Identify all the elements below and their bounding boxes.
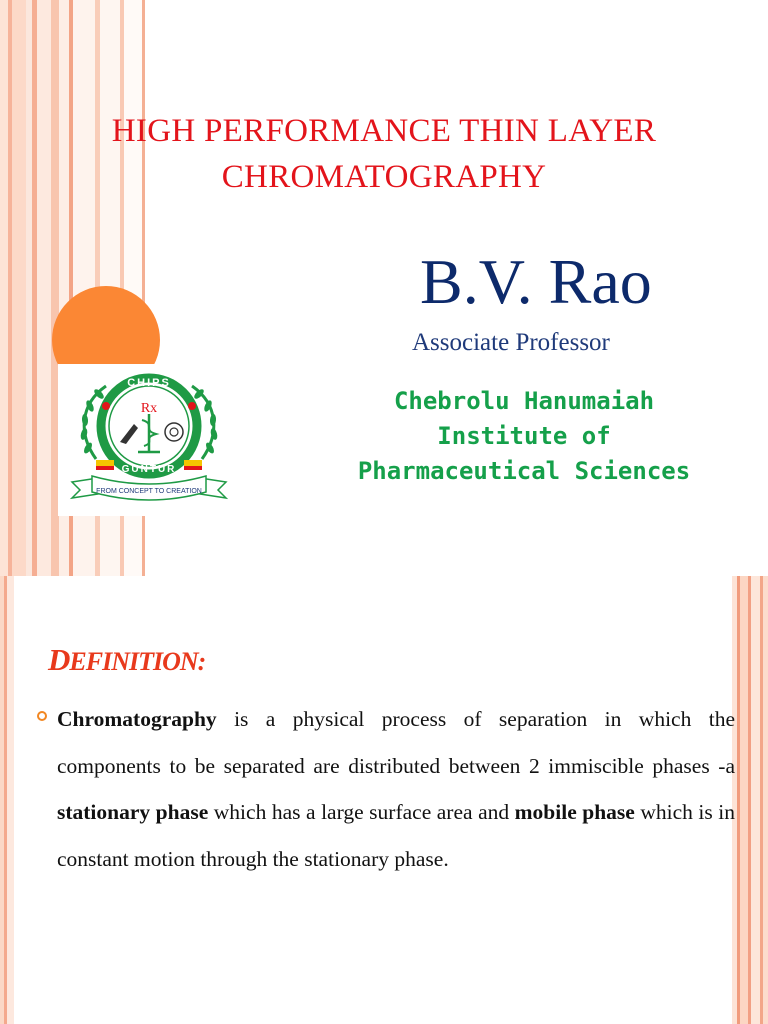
institution-line1: Chebrolu Hanumaiah — [393, 387, 655, 415]
logo-emblem-icon — [58, 364, 240, 516]
definition-paragraph — [57, 696, 735, 882]
svg-text:CHIPS: CHIPS — [127, 377, 171, 389]
definition-slide — [0, 576, 768, 1024]
term-stationary-phase: stationary phase — [57, 800, 209, 824]
term-chromatography: Chromatography — [57, 707, 217, 731]
slide-title-line1: HIGH PERFORMANCE THIN LAYER — [111, 113, 657, 149]
institution-name — [300, 384, 748, 489]
svg-text:FROM CONCEPT TO CREATION: FROM CONCEPT TO CREATION — [96, 488, 202, 495]
slide-title-line2: CHROMATOGRAPHY — [221, 159, 547, 195]
slide-title — [0, 108, 768, 200]
institution-line2: Institute of — [437, 422, 611, 450]
paragraph-text-1: is a physical process of separation in which the components to be separated are distributed between 2 immiscible phases -a — [57, 707, 735, 778]
author-name: B.V. Rao — [420, 246, 652, 317]
right-stripes — [732, 576, 768, 1024]
author-role: Associate Professor — [412, 329, 610, 356]
svg-text:GUNTUR: GUNTUR — [121, 464, 177, 475]
term-mobile-phase: mobile phase — [514, 800, 635, 824]
bullet-icon — [37, 711, 47, 721]
heading-rest: EFINITION: — [69, 647, 206, 676]
paragraph-text-3: which is in constant motion through the stationary phase. — [57, 800, 736, 871]
institution-logo — [58, 364, 240, 516]
paragraph-text-2: which has a large surface area and — [208, 800, 515, 824]
section-heading — [48, 644, 205, 678]
institution-line3: Pharmaceutical Sciences — [357, 457, 691, 485]
heading-initial: D — [48, 642, 70, 677]
left-stripes — [0, 576, 14, 1024]
svg-text:Rx: Rx — [140, 401, 158, 416]
